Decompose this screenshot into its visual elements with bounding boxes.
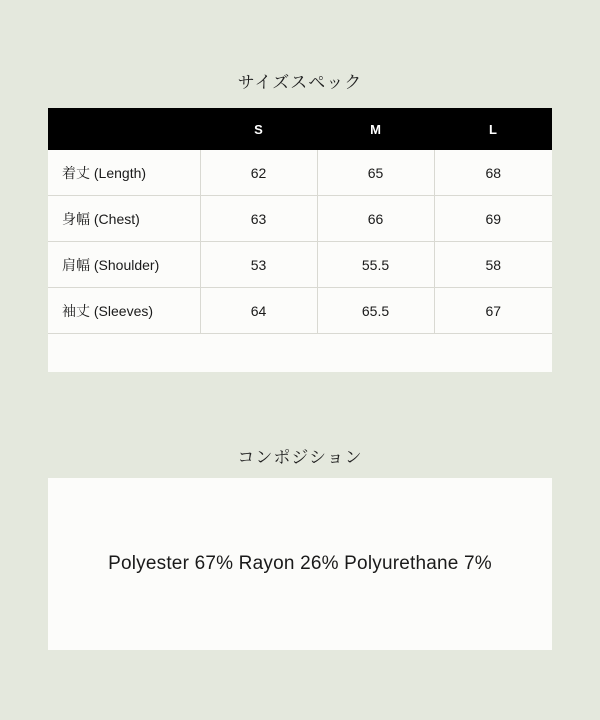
cell-length-l: 68 — [434, 150, 552, 196]
column-header-s: S — [200, 108, 317, 150]
cell-sleeves-s: 64 — [200, 288, 317, 334]
size-spec-table-body — [48, 150, 552, 334]
row-label-shoulder: 肩幅 (Shoulder) — [48, 242, 200, 288]
cell-length-s: 62 — [200, 150, 317, 196]
cell-chest-l: 69 — [434, 196, 552, 242]
row-label-chest: 身幅 (Chest) — [48, 196, 200, 242]
cell-chest-m: 66 — [317, 196, 434, 242]
composition-panel — [48, 478, 552, 650]
column-header-m: M — [317, 108, 434, 150]
cell-chest-s: 63 — [200, 196, 317, 242]
table-row — [48, 242, 552, 288]
column-header-measure — [48, 108, 200, 150]
cell-shoulder-s: 53 — [200, 242, 317, 288]
size-spec-title: サイズスペック — [237, 73, 363, 92]
composition-text: Polyester 67% Rayon 26% Polyurethane 7% — [108, 553, 492, 574]
table-header-row — [48, 108, 552, 150]
size-spec-table — [48, 108, 552, 334]
cell-sleeves-l: 67 — [434, 288, 552, 334]
table-row — [48, 150, 552, 196]
cell-length-m: 65 — [317, 150, 434, 196]
size-spec-panel-filler — [48, 334, 552, 372]
row-label-length: 着丈 (Length) — [48, 150, 200, 196]
table-row — [48, 196, 552, 242]
table-row — [48, 288, 552, 334]
cell-shoulder-m: 55.5 — [317, 242, 434, 288]
cell-sleeves-m: 65.5 — [317, 288, 434, 334]
row-label-sleeves: 袖丈 (Sleeves) — [48, 288, 200, 334]
size-spec-table-wrapper — [48, 108, 552, 372]
size-spec-table-head — [48, 108, 552, 150]
column-header-l: L — [434, 108, 552, 150]
cell-shoulder-l: 58 — [434, 242, 552, 288]
composition-title: コンポジション — [237, 448, 363, 467]
